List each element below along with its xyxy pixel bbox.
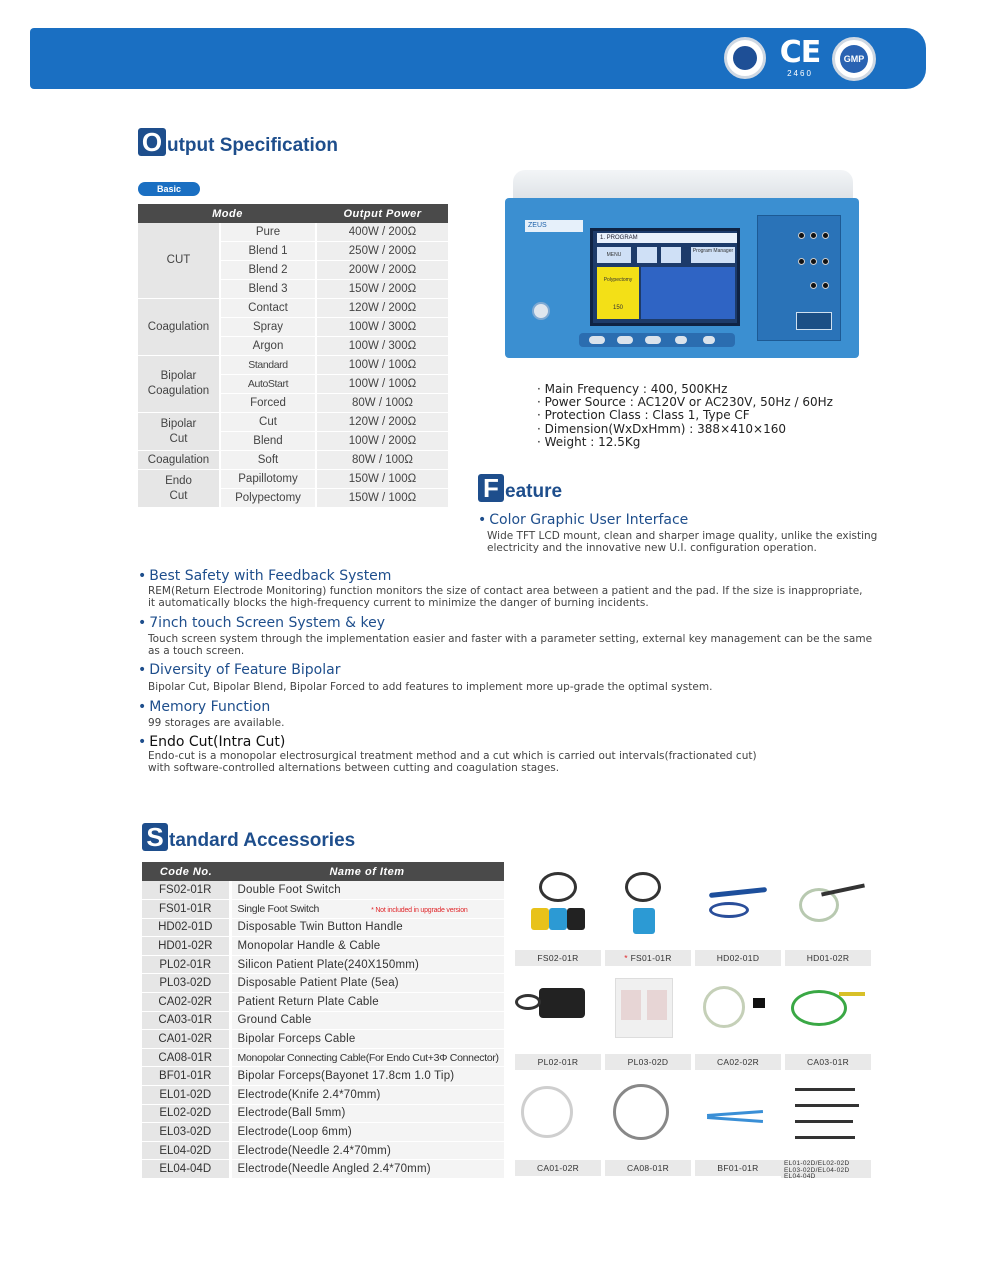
table-row: Forced 80W / 100Ω (138, 394, 448, 413)
table-row: FS01-01R Single Foot Switch * Not included in upgrade version (142, 900, 504, 919)
accessory-photo-grid: FS02-01R * FS01-01R HD02-01D HD01-02R PL02-01R PL03-02D CA02-02R CA03-01R CA01-02R CA08-01R BF01-01R EL01-02D/EL02-02D EL03-02D/EL04-02D EL04-04D (515, 864, 871, 1180)
table-row: BF01-01R Bipolar Forceps(Bayonet 17.8cm 1.0 Tip) (142, 1067, 504, 1086)
output-spec-table (138, 204, 448, 508)
table-row: CA03-01R Ground Cable (142, 1011, 504, 1030)
brand-label: ZEUS (525, 220, 583, 232)
table-row: CUT Pure 400W / 200Ω (138, 223, 448, 242)
ce-mark-icon: CE 2460 (776, 37, 824, 77)
accessory-photo (515, 1074, 601, 1154)
table-row: PL02-01R Silicon Patient Plate(240X150mm) (142, 955, 504, 974)
table-row: Coagulation Soft 80W / 100Ω (138, 451, 448, 470)
ce-number: 2460 (787, 69, 813, 78)
output-spec-title: O utput Specification (138, 128, 338, 156)
table-row: EL04-04D Electrode(Needle Angled 2.4*70mm) (142, 1160, 504, 1179)
feature-title: F eature (478, 474, 562, 502)
accessory-photo (515, 968, 601, 1048)
table-row: EL01-02D Electrode(Knife 2.4*70mm) (142, 1086, 504, 1105)
table-row: AutoStart 100W / 100Ω (138, 375, 448, 394)
feature-heading: • 7inch touch Screen System & key (138, 615, 386, 631)
feature-text: Bipolar Cut, Bipolar Blend, Bipolar Forced to add features to implement more up-grade the optimal system. (148, 681, 713, 693)
accessory-photo (695, 1074, 781, 1154)
table-row: HD02-01D Disposable Twin Button Handle (142, 918, 504, 937)
table-row: CA08-01R Monopolar Connecting Cable(For Endo Cut+3Φ Connector) (142, 1048, 504, 1067)
device-image (505, 170, 859, 360)
accessory-photo (605, 864, 691, 944)
feature-heading: • Memory Function (138, 699, 271, 715)
table-row: EL02-02D Electrode(Ball 5mm) (142, 1104, 504, 1123)
feature-heading: • Best Safety with Feedback System (138, 568, 392, 584)
connector-panel (757, 215, 841, 341)
feature-heading: • Diversity of Feature Bipolar (138, 662, 341, 678)
accessory-photo (785, 968, 871, 1048)
table-row: Blend 3 150W / 200Ω (138, 280, 448, 299)
table-row: Blend 2 200W / 200Ω (138, 261, 448, 280)
header-banner (30, 28, 926, 89)
table-row: HD01-02R Monopolar Handle & Cable (142, 937, 504, 956)
feature-text: 99 storages are available. (148, 717, 285, 729)
accessory-photo (605, 1074, 691, 1154)
table-row: Bipolar Cut Cut 120W / 200Ω (138, 413, 448, 432)
table-row: EL03-02D Electrode(Loop 6mm) (142, 1123, 504, 1142)
table-row: EL04-02D Electrode(Needle 2.4*70mm) (142, 1141, 504, 1160)
accessories-table (142, 862, 504, 1179)
col-output-power: Output Power (317, 204, 448, 223)
accessory-photo (605, 968, 691, 1048)
accessory-photo (785, 1074, 871, 1154)
upgrade-note: * Not included in upgrade version (371, 906, 468, 914)
table-row: Blend 100W / 200Ω (138, 432, 448, 451)
table-row: Coagulation Contact 120W / 200Ω (138, 299, 448, 318)
col-name: Name of Item (230, 862, 504, 881)
feature-text: Wide TFT LCD mount, clean and sharper image quality, unlike the existing electricity and the innovative new U.I. configuration operation. (487, 530, 878, 554)
table-row: Endo Cut Papillotomy 150W / 100Ω (138, 470, 448, 489)
accessories-title: S tandard Accessories (142, 823, 355, 851)
device-keypad (579, 333, 735, 347)
table-row: FS02-01R Double Foot Switch (142, 881, 504, 900)
table-row: Spray 100W / 300Ω (138, 318, 448, 337)
table-row: Bipolar Coagulation Standard 100W / 100Ω (138, 356, 448, 375)
device-screen: 1. PROGRAM MENU Program Manager Polypectomy 150 (590, 228, 740, 326)
device-specs: · Main Frequency : 400, 500KHz · Power Source : AC120V or AC230V, 50Hz / 60Hz · Protection Class : Class 1, Type CF · Dimension(WxDxHmm) : 388×410×160 · Weight : 12.5Kg (537, 382, 833, 449)
basic-label: Basic (138, 182, 200, 196)
feature-text: REM(Return Electrode Monitoring) function monitors the size of contact area between a patient and the pad. If the size is inappropriate, it automatically blocks the high-frequency current to minimize the danger of burning incidents. (148, 585, 863, 609)
accessory-photo (515, 864, 601, 944)
accessory-photo (785, 864, 871, 944)
power-button (532, 302, 550, 320)
certification-seal-icon (724, 37, 766, 79)
table-row: Blend 1 250W / 200Ω (138, 242, 448, 261)
col-code: Code No. (142, 862, 230, 881)
table-row: Argon 100W / 300Ω (138, 337, 448, 356)
gmp-seal-icon: GMP (832, 37, 876, 81)
accessory-photo (695, 968, 781, 1048)
table-row: CA02-02R Patient Return Plate Cable (142, 993, 504, 1012)
feature-text: Endo-cut is a monopolar electrosurgical treatment method and a cut which is carried out intervals(fractionated cut) with software-controlled alternations between cutting and coagulation stages. (148, 750, 757, 774)
accessory-photo (695, 864, 781, 944)
feature-heading: • Color Graphic User Interface (478, 512, 689, 528)
feature-heading: • Endo Cut(Intra Cut) (138, 734, 286, 750)
table-row: Polypectomy 150W / 100Ω (138, 489, 448, 508)
table-row: CA01-02R Bipolar Forceps Cable (142, 1030, 504, 1049)
feature-text: Touch screen system through the implementation easier and faster with a parameter setting, external key management can be the same as a touch screen. (148, 633, 873, 657)
table-row: PL03-02D Disposable Patient Plate (5ea) (142, 974, 504, 993)
col-mode: Mode (138, 204, 317, 223)
